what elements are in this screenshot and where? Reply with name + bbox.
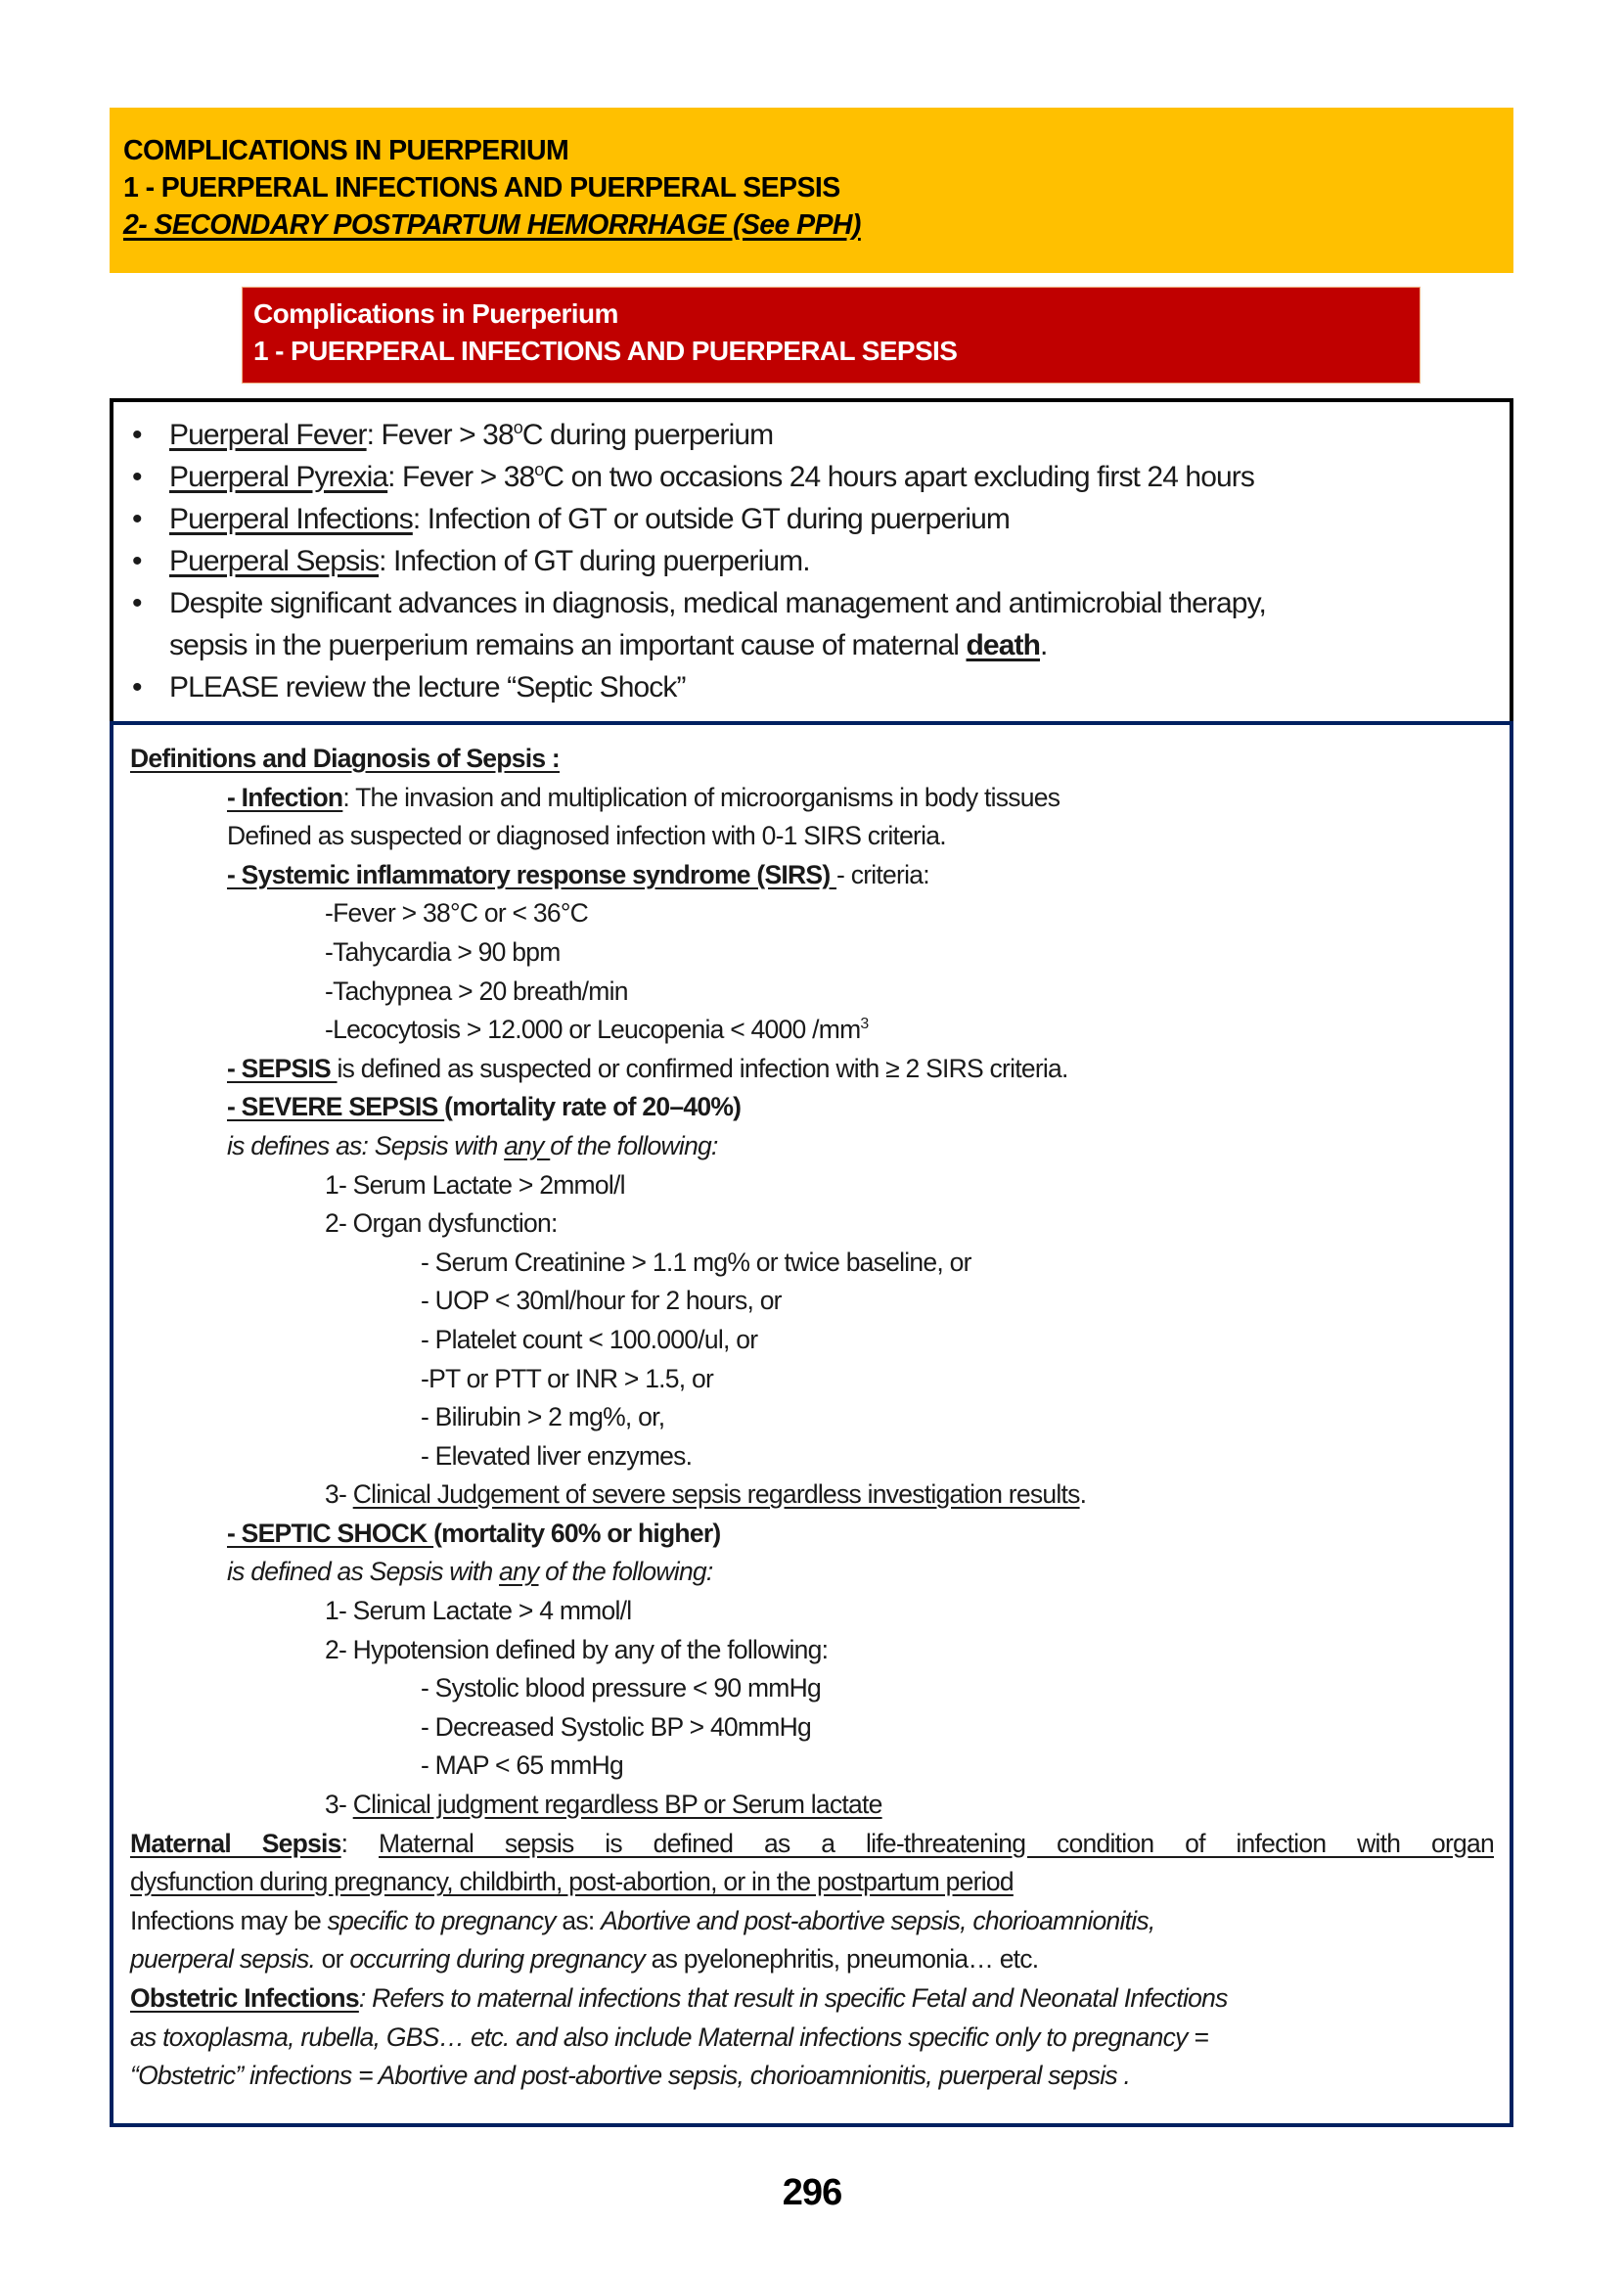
bullet-icon: •	[132, 461, 142, 493]
bullet-item: • Puerperal Fever: Fever > $38^oC$ during puerperium	[113, 414, 1510, 456]
infection-criteria: Defined as suspected or diagnosed infection with 0-1 SIRS criteria.	[227, 821, 946, 851]
septic-shock-heading: - SEPTIC SHOCK (mortality 60% or higher)	[227, 1518, 721, 1548]
infections-paragraph: Infections may be specific to pregnancy as: Abortive and post-abortive sepsis, chorioamnionitis,	[130, 1905, 1155, 1935]
bullet-item: • Despite significant advances in diagnosis, medical management and antimicrobial therapy, sepsis in the puerperium remains an important cause of maternal death.	[113, 582, 1510, 666]
organ-dysfunction-item: - Serum Creatinine > 1.1 mg% or twice baseline, or	[421, 1247, 971, 1277]
chapter-title: COMPLICATIONS IN PUERPERIUM	[123, 135, 569, 166]
septic-shock-item: 2- Hypotension defined by any of the following:	[325, 1634, 829, 1664]
infections-paragraph-cont: puerperal sepsis. or occurring during pregnancy as pyelonephritis, pneumonia… etc.	[130, 1944, 1039, 1975]
section-subtitle: 1 - PUERPERAL INFECTIONS AND PUERPERAL SEPSIS	[253, 336, 958, 366]
bullet-icon: •	[132, 503, 142, 535]
hypotension-item: - MAP < 65 mmHg	[421, 1750, 623, 1781]
sirs-criterion: -Tahycardia > 90 bpm	[325, 936, 561, 967]
septic-shock-intro: is defined as Sepsis with any of the following:	[227, 1557, 713, 1587]
maternal-sepsis-definition-cont: dysfunction during pregnancy, childbirth, post-abortion, or in the postpartum period	[130, 1867, 1014, 1897]
obstetric-infections-cont: as toxoplasma, rubella, GBS… etc. and also include Maternal infections specific only to pregnancy =	[130, 2021, 1208, 2052]
organ-dysfunction-item: -PT or PTT or INR > 1.5, or	[421, 1363, 714, 1393]
bullet-item	[113, 666, 1510, 708]
septic-shock-item: 1- Serum Lactate > 4 mmol/l	[325, 1596, 632, 1626]
organ-dysfunction-item: - Elevated liver enzymes.	[421, 1440, 693, 1471]
severe-sepsis-heading: - SEVERE SEPSIS (mortality rate of 20–40%)	[227, 1092, 742, 1122]
term: Puerperal Sepsis	[169, 545, 380, 577]
hypotension-item: - Decreased Systolic BP > 40mmHg	[421, 1711, 811, 1742]
severe-sepsis-item: 3- Clinical Judgement of severe sepsis regardless investigation results.	[325, 1479, 1087, 1510]
organ-dysfunction-item: - UOP < 30ml/hour for 2 hours, or	[421, 1286, 782, 1316]
term: Puerperal Pyrexia	[169, 461, 388, 493]
definitions-title: Definitions and Diagnosis of Sepsis :	[130, 744, 561, 773]
infection-definition: - Infection: The invasion and multiplication of microorganisms in body tissues	[227, 782, 1060, 812]
page-number: 296	[782, 2172, 842, 2213]
chapter-header-yellow	[110, 108, 1513, 273]
sirs-criterion: -Fever > 38°C or < 36°C	[325, 898, 589, 929]
term: Puerperal Infections	[169, 503, 413, 535]
bullet-icon: •	[132, 587, 142, 619]
organ-dysfunction-item: - Bilirubin > 2 mg%, or,	[421, 1402, 665, 1432]
term: Puerperal Fever	[169, 419, 367, 451]
bullet-item: • Puerperal Sepsis: Infection of GT during puerperium.	[113, 540, 1510, 582]
key-definitions-box	[110, 398, 1513, 725]
obstetric-infections-definition: Obstetric Infections: Refers to maternal infections that result in specific Fetal and Neonatal Infections	[130, 1983, 1228, 2013]
sirs-criterion: -Tachypnea > 20 breath/min	[325, 976, 628, 1006]
section-title: Complications in Puerperium	[253, 298, 618, 329]
bullet-item: • Puerperal Pyrexia: Fever > $38^oC$ on two occasions 24 hours apart excluding first 24 hours	[113, 456, 1510, 498]
section-header-red	[242, 287, 1421, 384]
septic-shock-item: 3- Clinical judgment regardless BP or Serum lactate	[325, 1790, 882, 1820]
severe-sepsis-item: 2- Organ dysfunction:	[325, 1208, 558, 1239]
organ-dysfunction-item: - Platelet count < 100.000/ul, or	[421, 1324, 758, 1354]
sepsis-definition: - SEPSIS is defined as suspected or confirmed infection with ≥ 2 SIRS criteria.	[227, 1053, 1068, 1083]
bullet-list	[113, 414, 1510, 708]
chapter-topic-1: 1 - PUERPERAL INFECTIONS AND PUERPERAL SEPSIS	[123, 172, 840, 204]
bullet-icon: •	[132, 671, 142, 704]
sirs-criterion: -Lecocytosis > 12.000 or Leucopenia < 4000 $/mm^3$	[325, 1015, 869, 1045]
hypotension-item: - Systolic blood pressure < 90 mmHg	[421, 1673, 821, 1703]
sirs-heading: - Systemic inflammatory response syndrome (SIRS) - criteria:	[227, 859, 929, 889]
bullet-icon: •	[132, 545, 142, 577]
maternal-sepsis-definition: Maternal Sepsis: Maternal sepsis is defined as a life-threatening condition of infection with organ	[130, 1828, 1494, 1858]
bullet-item: • Puerperal Infections: Infection of GT or outside GT during puerperium	[113, 498, 1510, 540]
lecture-reference: PLEASE review the lecture “Septic Shock”	[169, 671, 686, 704]
severe-sepsis-item: 1- Serum Lactate > 2mmol/l	[325, 1169, 625, 1200]
bullet-icon: •	[132, 419, 142, 451]
obstetric-infections-cont: “Obstetric” infections = Abortive and post-abortive sepsis, chorioamnionitis, puerperal sepsis .	[130, 2061, 1131, 2091]
severe-sepsis-intro: is defines as: Sepsis with any of the following:	[227, 1130, 718, 1160]
chapter-topic-2-link[interactable]: 2- SECONDARY POSTPARTUM HEMORRHAGE (See PPH)	[123, 209, 861, 241]
definitions-box	[110, 721, 1513, 2127]
emphasis-death: death	[966, 629, 1041, 661]
